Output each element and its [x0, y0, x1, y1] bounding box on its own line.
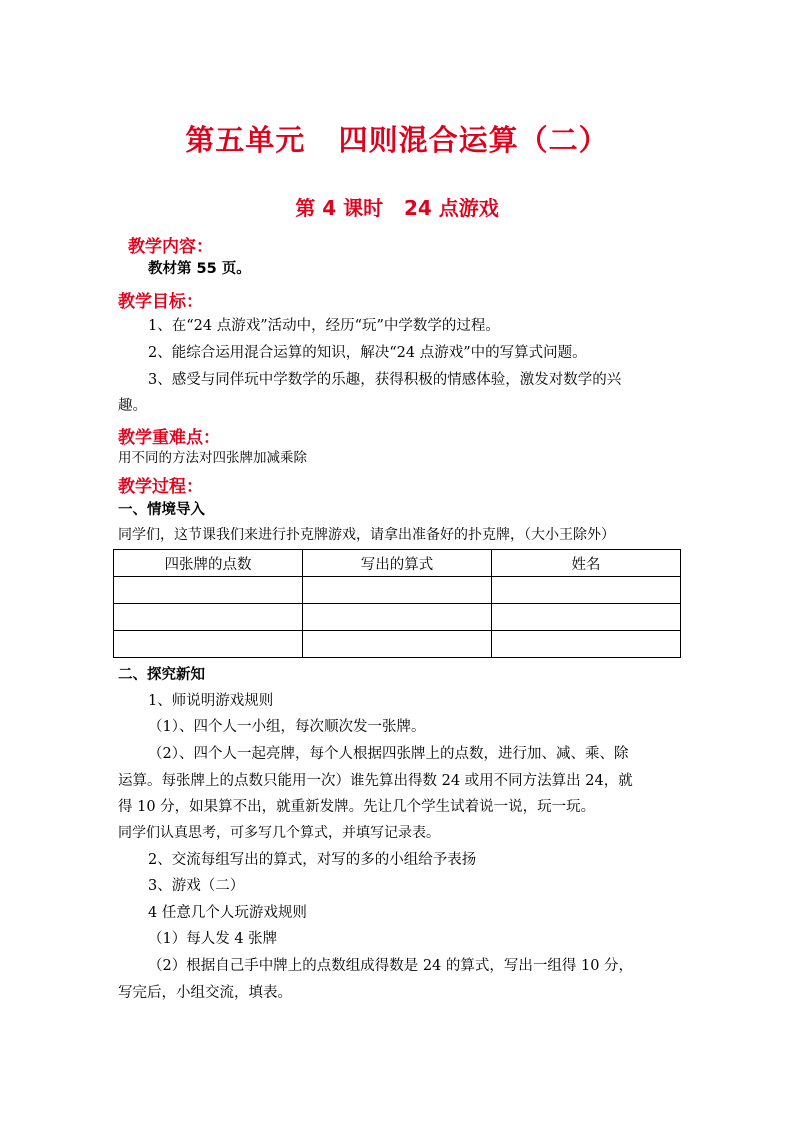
key-points-text: 用不同的方法对四张牌加减乘除	[118, 450, 307, 466]
process-line: （1）每人发 4 张牌	[148, 931, 278, 947]
process-line: 得 10 分，如果算不出，就重新发牌。先让几个学生试着说一说，玩一玩。	[118, 799, 596, 815]
key-points-heading: 教学重难点：	[118, 428, 220, 448]
process-line: （2）根据自己手中牌上的点数组成得数是 24 的算式，写出一组得 10 分，	[148, 958, 634, 974]
lesson-subtitle: 第 4 课时 24 点游戏	[295, 196, 499, 220]
table-header-cell: 写出的算式	[303, 550, 492, 577]
table-row	[114, 631, 681, 658]
content-heading: 教学内容：	[128, 237, 213, 257]
table-cell[interactable]	[114, 631, 303, 658]
table-cell[interactable]	[492, 631, 681, 658]
process-line: （1）、四个人一小组，每次顺次发一张牌。	[148, 719, 426, 735]
process-line: 2、交流每组写出的算式，对写的多的小组给予表扬	[148, 852, 477, 868]
table-cell[interactable]	[303, 604, 492, 631]
table-cell[interactable]	[492, 577, 681, 604]
table-cell[interactable]	[303, 631, 492, 658]
objective-item-1: 1、在“24 点游戏”活动中，经历“玩”中学数学的过程。	[148, 318, 500, 334]
process-line: 运算。每张牌上的点数只能用一次）谁先算出得数 24 或用不同方法算出 24，就	[118, 773, 633, 789]
process-line: 写完后，小组交流，填表。	[118, 985, 292, 1001]
table-row	[114, 604, 681, 631]
process-line: 3、游戏（二）	[148, 878, 245, 894]
section1-text: 同学们，这节课我们来进行扑克牌游戏，请拿出准备好的扑克牌，（大小王除外）	[118, 527, 615, 543]
table-cell[interactable]	[303, 577, 492, 604]
objective-item-3: 3、感受与同伴玩中学数学的乐趣，获得积极的情感体验，激发对数学的兴	[148, 372, 622, 388]
objective-item-2: 2、能综合运用混合运算的知识，解决“24 点游戏”中的写算式问题。	[148, 345, 587, 361]
table-cell[interactable]	[114, 577, 303, 604]
process-line: （2）、四个人一起亮牌，每个人根据四张牌上的点数，进行加、减、乘、除	[148, 746, 629, 762]
process-line: 4 任意几个人玩游戏规则	[148, 905, 307, 921]
process-line: 同学们认真思考，可多写几个算式，并填写记录表。	[118, 825, 440, 841]
section2-title: 二、探究新知	[118, 667, 205, 683]
process-line: 1、师说明游戏规则	[148, 693, 274, 709]
table-header-cell: 姓名	[492, 550, 681, 577]
table-cell[interactable]	[114, 604, 303, 631]
record-table	[113, 549, 681, 658]
table-header-row	[114, 550, 681, 577]
table-header-cell: 四张牌的点数	[114, 550, 303, 577]
objective-item-3-cont: 趣。	[118, 398, 147, 414]
process-heading: 教学过程：	[118, 477, 203, 497]
content-text: 教材第 55 页。	[148, 261, 251, 277]
table-cell[interactable]	[492, 604, 681, 631]
objectives-heading: 教学目标：	[118, 292, 203, 312]
section1-title: 一、情境导入	[118, 502, 205, 518]
page-title: 第五单元 四则混合运算（二）	[185, 123, 609, 157]
table-row	[114, 577, 681, 604]
